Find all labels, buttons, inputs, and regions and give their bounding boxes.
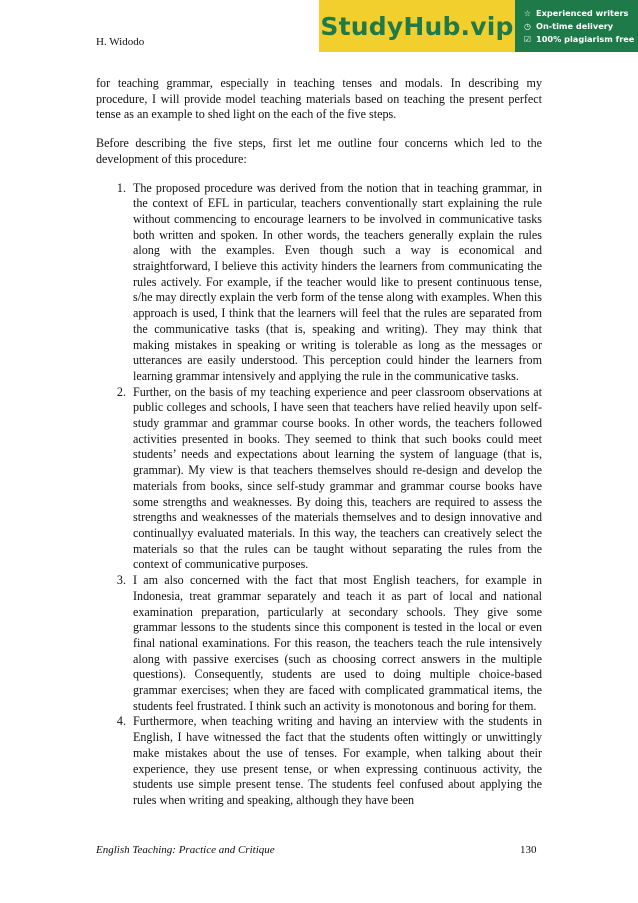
list-item — [96, 573, 542, 714]
feature-label: On-time delivery — [536, 21, 614, 31]
feature-on-time-delivery — [523, 21, 638, 31]
running-head: H. Widodo — [96, 36, 145, 48]
footer-page-number: 130 — [520, 844, 537, 856]
studyhub-banner[interactable] — [319, 0, 638, 52]
list-item — [96, 714, 542, 808]
list-number: 1. — [116, 180, 126, 195]
concerns-list — [96, 181, 542, 809]
feature-label: Experienced writers — [536, 8, 629, 18]
feature-label: 100% plagiarism free — [536, 34, 635, 44]
logo-text: StudyHub.vip — [320, 11, 514, 41]
list-text: The proposed procedure was derived from the notion that in teaching grammar, in the context of EFL in particular, teachers conventionally start explaining the rule without commencing to encourage learners to be involved in communicative tasks both written and spoken. In other words, the teachers generally explain the rules along with the examples. Even though such a way is economical and straightforward, I believe this activity hinders the learners from communicating the rules actively. For example, if the teacher would like to present continuous tense, s/he may directly explain the verb form of the tense along with examples. When this approach is used, I think that the learners will feel that the rules are separated from the communicative tasks (that is, speaking and writing). They may think that making mistakes in speaking or writing is tolerable as long as the messages or utterances are easily understood. This perception could hinder the learners from learning grammar intensively and applying the rule in the communicative tasks. — [133, 180, 542, 383]
star-icon: ☆ — [523, 8, 532, 18]
feature-experienced-writers — [523, 8, 638, 18]
body-paragraph: Before describing the five steps, first let me outline four concerns which led to the development of this procedure: — [96, 136, 542, 166]
list-text: Further, on the basis of my teaching experience and peer classroom observations at public colleges and schools, I have seen that teachers have relied heavily upon self-study grammar and grammar course books. In other words, the teachers followed activities presented in books. They seemed to think that such books could meet students’ needs and expectations about learning the system of language (that is, grammar). My view is that teachers themselves should re-design and develop the materials from books, since self-study grammar and grammar course books have some strengths and weaknesses. By doing this, teachers are required to assess the strengths and weaknesses of the materials themselves and to design innovative and continuallyy evaluated materials. In this way, the teachers can creatively select the materials so that the rules can be taught without separating the rules from the context of communicative purposes. — [133, 384, 542, 572]
check-icon: ☑ — [523, 34, 532, 44]
footer-journal-title: English Teaching: Practice and Critique — [96, 844, 275, 856]
banner-features — [515, 0, 638, 52]
list-item — [96, 385, 542, 573]
studyhub-logo[interactable] — [319, 0, 515, 52]
list-number: 4. — [116, 714, 126, 729]
list-text: I am also concerned with the fact that most English teachers, for example in Indonesia, treat grammar separately and teach it as part of local and national examination preparation, particularly at secondary schools. They give some grammar lessons to the students since this component is tested in the local or even final national examinations. For this reason, the teachers teach the rule intensively along with passive exercises (such as choosing correct answers in the multiple questions). Consequently, students are used to doing multiple choice-based grammar exercises; when they are faced with complicated grammatical items, the students feel frustrated. I think such an activity is monotonous and boring for them. — [133, 573, 542, 713]
page-body — [96, 76, 542, 809]
feature-plagiarism-free — [523, 34, 638, 44]
list-item — [96, 181, 542, 385]
list-number: 2. — [116, 384, 126, 399]
body-paragraph: for teaching grammar, especially in teaching tenses and modals. In describing my procedure, I will provide model teaching materials based on teaching the present perfect tense as an example to shed light on the each of the five steps. — [96, 76, 542, 122]
clock-icon: ◷ — [524, 21, 531, 31]
list-text: Furthermore, when teaching writing and having an interview with the students in English, I have witnessed the fact that the students often wittingly or unwittingly make mistakes about the use of tenses. For example, when talking about their experience, they use present tense, or when expressing continuous activity, the students use simple present tense. The students feel confused about applying the rules when writing and speaking, although they have been — [133, 714, 542, 807]
list-number: 3. — [116, 573, 126, 588]
